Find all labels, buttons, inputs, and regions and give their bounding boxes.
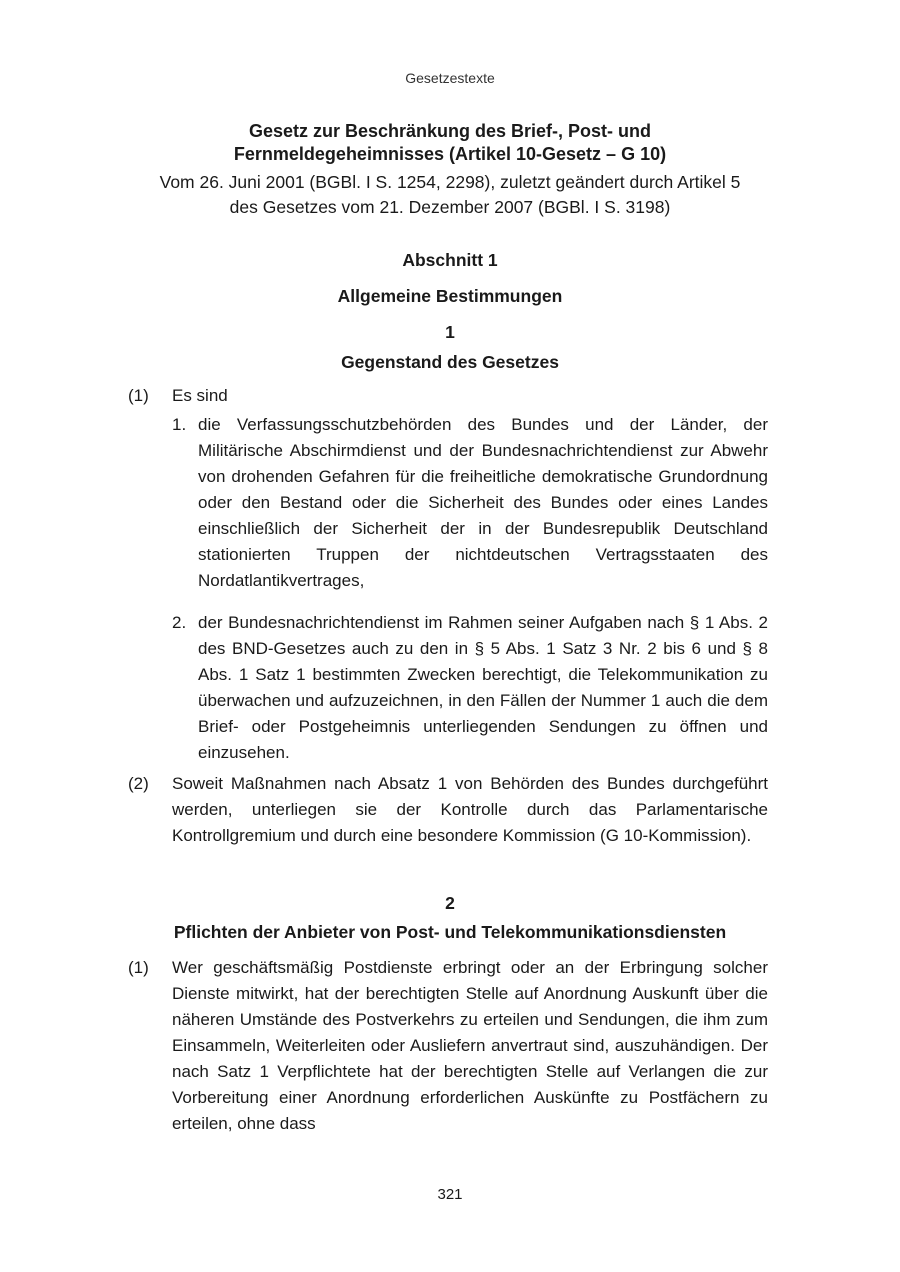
paragraph-1-absatz-2	[128, 771, 768, 849]
section-title: Allgemeine Bestimmungen	[337, 286, 563, 306]
running-head: Gesetzestexte	[405, 70, 495, 86]
item-number: 2.	[172, 613, 187, 632]
paragraph-1-absatz-1	[128, 383, 768, 409]
paragraph-1-title: Gegenstand des Gesetzes	[341, 352, 559, 372]
law-title: Gesetz zur Beschränkung des Brief-, Post- und Fernmeldegeheimnisses (Artikel 10-Gesetz – G 10)	[233, 121, 667, 164]
absatz-number: (1)	[128, 386, 149, 405]
absatz-number: (2)	[128, 774, 149, 793]
absatz-text: Es sind	[172, 386, 228, 405]
absatz-number: (1)	[128, 958, 149, 977]
absatz-text: Soweit Maßnahmen nach Absatz 1 von Behörden des Bundes durchgeführt werden, unterliegen sie der Kontrolle durch das Parlamentarische Kontrollgremium und durch eine besondere Kommission (G 10-Kommission).	[172, 774, 768, 845]
absatz-text: Wer geschäftsmäßig Postdienste erbringt oder an der Erbringung solcher Dienste mitwirkt, hat der berechtigten Stelle auf Anordnung Auskunft über die näheren Umstände des Postverkehrs zu erteilen und Sendungen, die ihm zum Einsammeln, Weiterleiten oder Ausliefern anvertraut sind, auszuhändigen. Der nach Satz 1 Verpflichtete hat der berechtigten Stelle auf Verlangen die zur Vorbereitung einer Anordnung erforderlichen Auskünfte zu Postfächern zu erteilen, ohne dass	[172, 958, 768, 1133]
paragraph-1-item-1	[172, 412, 768, 594]
paragraph-2-absatz-1	[128, 955, 768, 1137]
item-number: 1.	[172, 415, 187, 434]
paragraph-2-title: Pflichten der Anbieter von Post- und Telekommunikationsdiensten	[173, 922, 727, 942]
paragraph-1-number: 1	[445, 322, 455, 342]
paragraph-2-number: 2	[445, 893, 455, 913]
section-label: Abschnitt 1	[402, 250, 498, 270]
item-text: die Verfassungsschutzbehörden des Bundes und der Länder, der Militärische Abschirmdienst und der Bundesnachrichtendienst zur Abwehr von drohenden Gefahren für die freiheitliche demokratische Grundordnung oder den Bestand oder die Sicherheit des Bundes oder eines Landes einschließlich der Sicherheit der in der Bundesrepublik Deutschland stationierten Truppen der nichtdeutschen Vertragsstaaten des Nordatlantikvertrages,	[198, 415, 768, 590]
paragraph-1-item-2	[172, 610, 768, 766]
item-text: der Bundesnachrichtendienst im Rahmen seiner Aufgaben nach § 1 Abs. 2 des BND-Gesetzes auch zu den in § 5 Abs. 1 Satz 3 Nr. 2 bis 6 und § 8 Abs. 1 Satz 1 bestimmten Zwecken berechtigt, die Telekommunikation zu überwachen und aufzuzeichnen, in den Fällen der Nummer 1 auch die dem Brief- oder Postgeheimnis unterliegenden Sendungen zu öffnen und einzusehen.	[198, 613, 768, 762]
law-date-line: Vom 26. Juni 2001 (BGBl. I S. 1254, 2298), zuletzt geändert durch Artikel 5 des Gesetzes vom 21. Dezember 2007 (BGBl. I S. 3198)	[159, 172, 741, 217]
page-number: 321	[437, 1186, 463, 1203]
